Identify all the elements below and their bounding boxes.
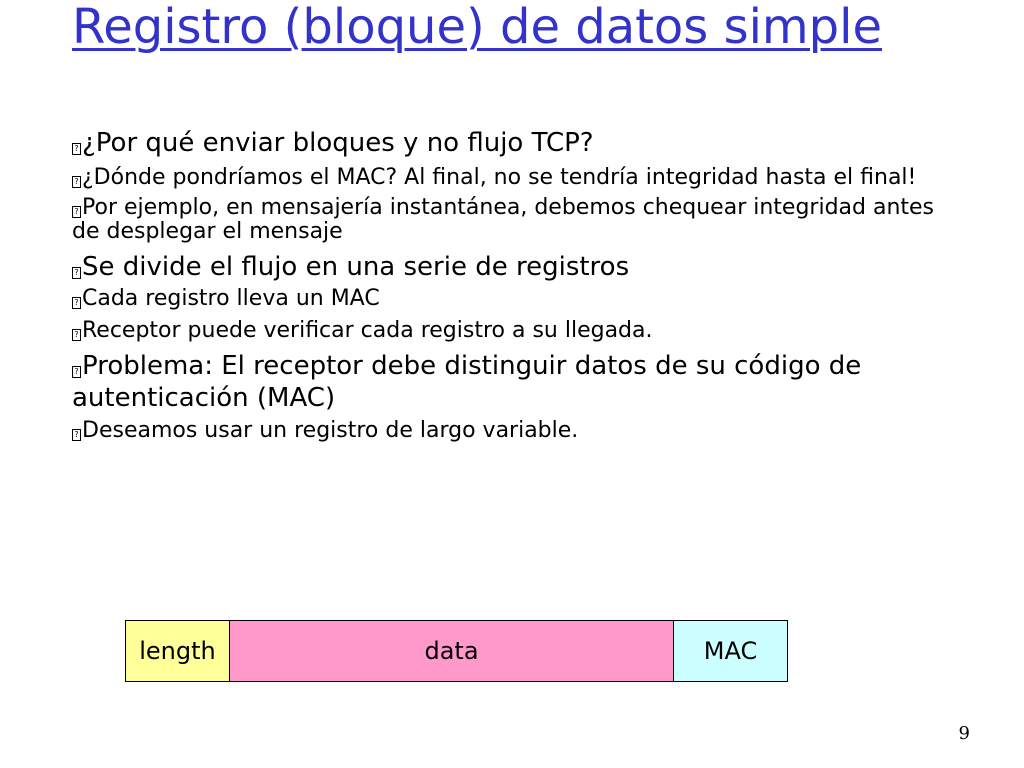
bullet-item — [72, 252, 952, 282]
bullet-item — [72, 418, 952, 444]
record-field-length — [126, 621, 230, 681]
bullet-text: ¿Dónde pondríamos el MAC? Al final, no se tendría integridad hasta el final! — [82, 165, 917, 190]
page-number: 9 — [958, 723, 970, 744]
bullet-text: Receptor puede verificar cada registro a su llegada. — [82, 318, 653, 343]
bullet-item — [72, 166, 952, 190]
bullet-text: Por ejemplo, en mensajería instantánea, debemos chequear integridad antes de desplegar el mensaje — [72, 195, 935, 244]
missing-glyph-icon: ? — [72, 143, 81, 155]
record-field-data — [230, 621, 674, 681]
slide-title: Registro (bloque) de datos simple — [72, 0, 882, 55]
missing-glyph-icon: ? — [72, 297, 81, 309]
missing-glyph-icon: ? — [72, 206, 81, 218]
record-field-label: length — [139, 637, 216, 665]
record-field-label: data — [424, 637, 479, 665]
bullet-text: ¿Por qué enviar bloques y no flujo TCP? — [82, 128, 594, 158]
record-field-label: MAC — [703, 637, 758, 665]
bullet-text: Problema: El receptor debe distinguir datos de su código de autenticación (MAC) — [72, 351, 862, 413]
missing-glyph-icon: ? — [72, 366, 81, 378]
bullet-item — [72, 318, 952, 344]
bullet-item — [72, 196, 952, 244]
bullet-text: Cada registro lleva un MAC — [82, 286, 380, 311]
missing-glyph-icon: ? — [72, 429, 81, 441]
bullet-item — [72, 286, 952, 312]
record-diagram — [125, 620, 788, 682]
record-field-mac — [674, 621, 787, 681]
bullet-list — [72, 128, 952, 444]
missing-glyph-icon: ? — [72, 329, 81, 341]
missing-glyph-icon: ? — [72, 267, 81, 279]
bullet-text: Se divide el flujo en una serie de registros — [82, 252, 630, 282]
bullet-text: Deseamos usar un registro de largo variable. — [82, 418, 579, 443]
bullet-item — [72, 350, 952, 414]
missing-glyph-icon: ? — [72, 176, 81, 188]
bullet-item — [72, 128, 952, 158]
